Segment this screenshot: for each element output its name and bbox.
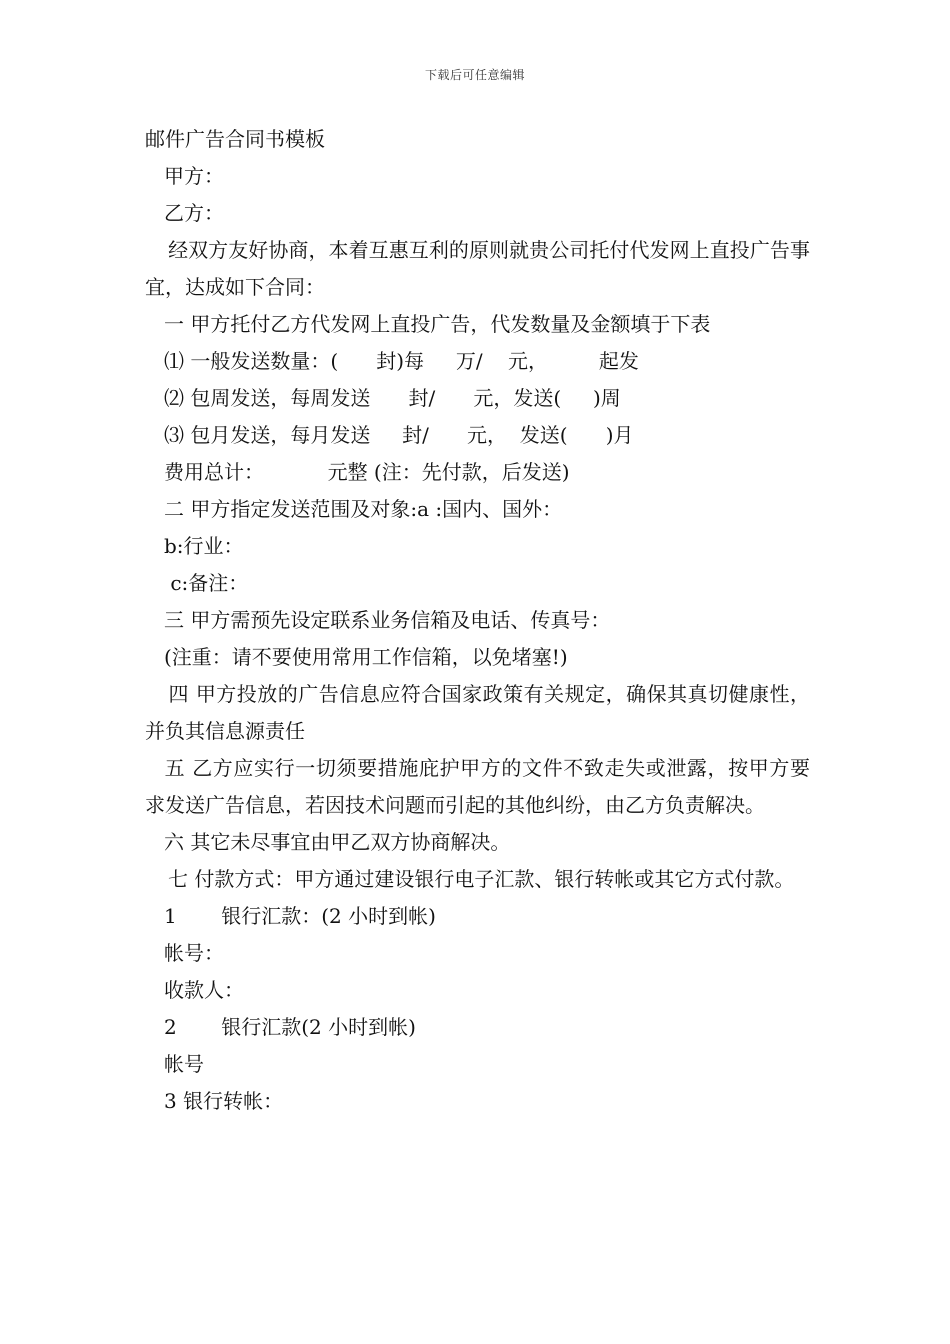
payment-method-3: 3 银行转帐： (164, 1089, 284, 1113)
clause-4-text: 四 甲方投放的广告信息应符合国家政策有关规定，确保其真切健康性，并负其信息源责任 (145, 682, 810, 743)
clause-7-paragraph (145, 861, 810, 898)
remark-line: c:备注： (164, 571, 249, 595)
payment-method-2: 2 银行汇款(2 小时到帐) (164, 1015, 416, 1039)
clause-5-text: 五 乙方应实行一切须要措施庇护甲方的文件不致走失或泄露，按甲方要求发送广告信息，若因技术问题而引起的其他纠纷，由乙方负责解决。 (145, 756, 810, 817)
payment-1-account: 帐号： (164, 941, 224, 965)
clause-3: 三 甲方需预先设定联系业务信箱及电话、传真号： (164, 608, 611, 632)
payment-2-account: 帐号 (164, 1052, 204, 1076)
page-header-note: 下载后可任意编辑 (424, 68, 525, 82)
industry-line: b:行业： (164, 534, 244, 558)
clause-4-paragraph (145, 676, 810, 750)
option-2-weekly: ⑵ 包周发送，每周发送 封/ 元，发送( )周 (164, 386, 621, 410)
contract-document (145, 121, 810, 1120)
clause-6: 六 其它未尽事宜由甲乙双方协商解决。 (164, 830, 511, 854)
party-b-line: 乙方： (164, 201, 224, 225)
option-3-monthly: ⑶ 包月发送，每月发送 封/ 元， 发送( )月 (164, 423, 634, 447)
total-fee-line: 费用总计： 元整 (注：先付款，后发送) (164, 460, 570, 484)
payment-1-payee: 收款人： (164, 978, 244, 1002)
clause-5-paragraph (145, 750, 810, 824)
clause-2: 二 甲方指定发送范围及对象:a :国内、国外： (164, 497, 563, 521)
intro-paragraph (145, 232, 810, 306)
intro-text: 经双方友好协商，本着互惠互利的原则就贵公司托付代发网上直投广告事宜，达成如下合同： (145, 238, 810, 299)
party-a-line: 甲方： (164, 164, 224, 188)
clause-1: 一 甲方托付乙方代发网上直投广告，代发数量及金额填于下表 (164, 312, 711, 336)
clause-7-text: 七 付款方式：甲方通过建设银行电子汇款、银行转帐或其它方式付款。 (168, 867, 795, 891)
option-1-general: ⑴ 一般发送数量：( 封)每 万/ 元， 起发 (164, 349, 639, 373)
document-title: 邮件广告合同书模板 (145, 127, 325, 151)
payment-method-1: 1 银行汇款：(2 小时到帐) (164, 904, 436, 928)
notice-line: (注重：请不要使用常用工作信箱，以免堵塞!) (164, 645, 568, 669)
